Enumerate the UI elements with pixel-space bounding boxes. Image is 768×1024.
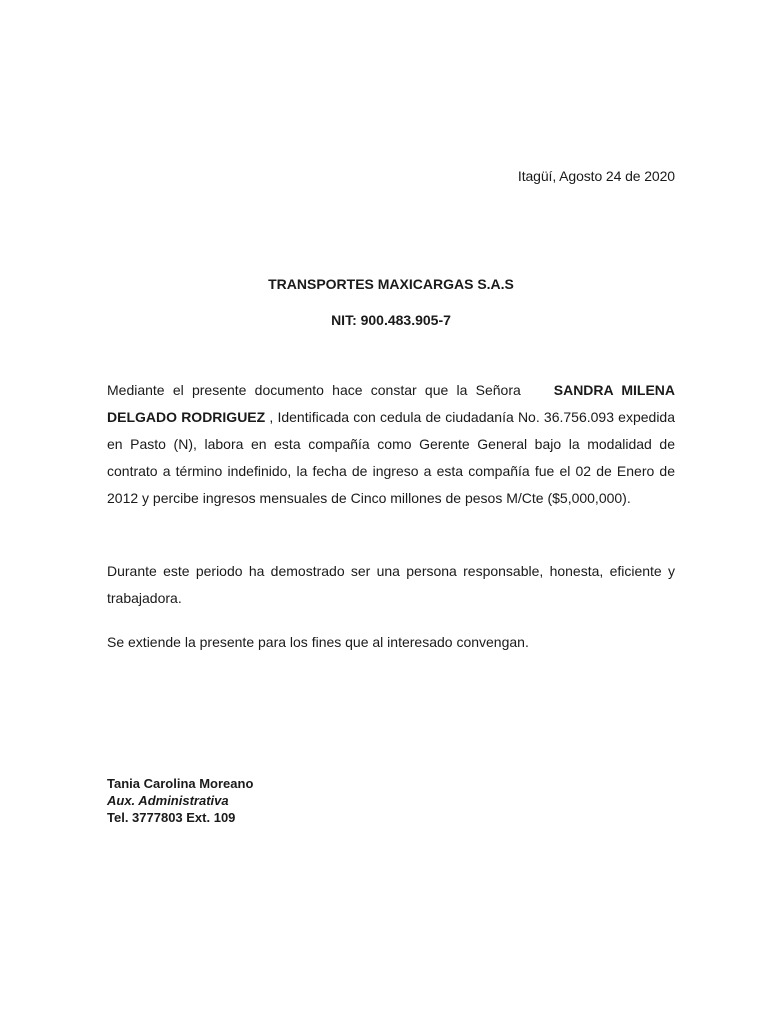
signer-phone: Tel. 3777803 Ext. 109	[107, 810, 236, 825]
paragraph-intro: Mediante el presente documento hace constar que la Señora	[107, 382, 521, 398]
signature-block	[107, 775, 253, 826]
paragraph-certification	[107, 377, 675, 512]
employee-name: SANDRA MILENA DELGADO RODRIGUEZ	[107, 382, 676, 425]
signer-role: Aux. Administrativa	[107, 793, 229, 808]
letter-date: Itagüí, Agosto 24 de 2020	[517, 168, 675, 184]
company-nit: NIT: 900.483.905-7	[331, 312, 451, 328]
paragraph-details: , Identificada con cedula de ciudadanía No. 36.756.093 expedida en Pasto (N), labora en esta compañía como Gerente General bajo la modalidad de contrato a término indefinido, la fecha de ingreso a esta compañía fue el 02 de Enero de 2012 y percibe ingresos mensuales de Cinco millones de pesos M/Cte ($5,000,000).	[107, 409, 676, 506]
paragraph-closing: Se extiende la presente para los fines que al interesado convengan.	[107, 634, 529, 650]
company-name: TRANSPORTES MAXICARGAS S.A.S	[268, 276, 514, 292]
paragraph-conduct: Durante este periodo ha demostrado ser una persona responsable, honesta, eficiente y trabajadora.	[107, 563, 675, 606]
signer-name: Tania Carolina Moreano	[107, 776, 254, 791]
